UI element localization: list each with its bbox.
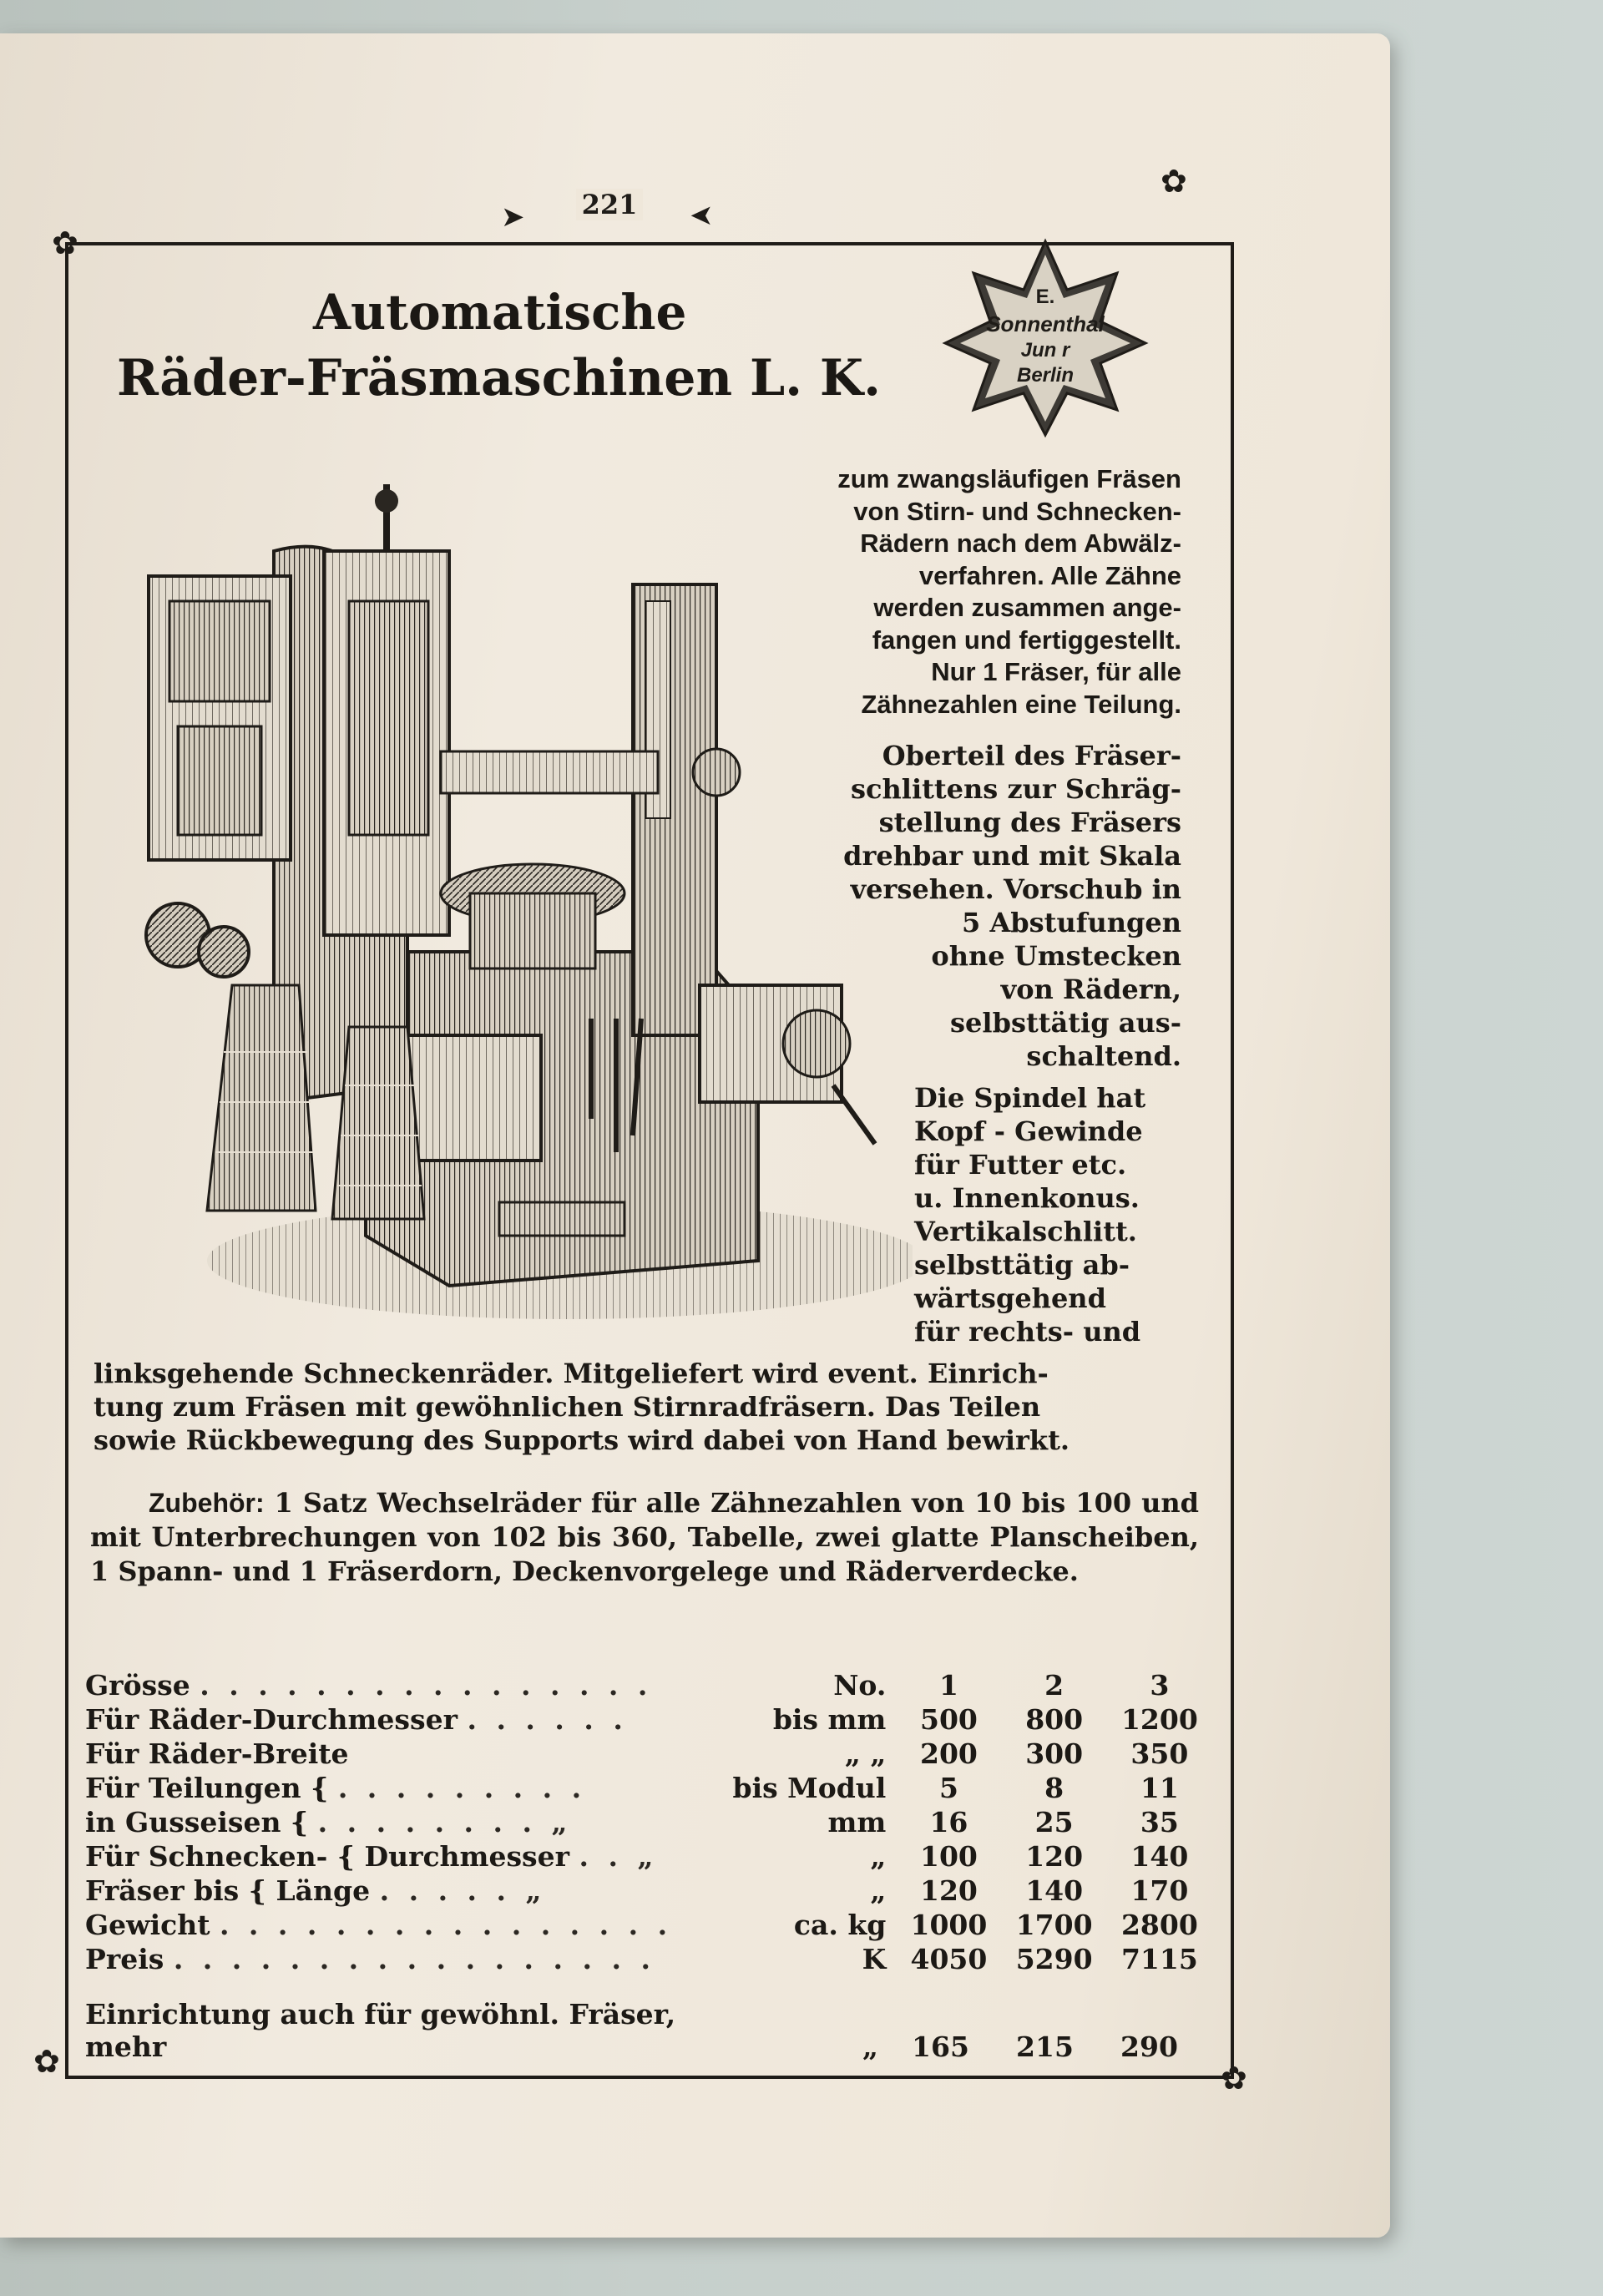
spec-value: 3 [1150, 1669, 1170, 1702]
spec-label-cell [85, 1874, 726, 1908]
spec-unit: „ [870, 1840, 887, 1873]
catalog-page [0, 33, 1390, 2238]
text-line: schaltend. [1026, 1040, 1181, 1072]
spec-row [85, 1805, 1212, 1839]
description-paragraph-4 [94, 1357, 1196, 1457]
logo-text: E. [1035, 286, 1055, 308]
description-paragraph-2 [776, 739, 1181, 1073]
spec-value: 350 [1130, 1737, 1189, 1770]
spec-value: 7115 [1120, 1943, 1198, 1975]
spec-row [85, 1908, 1212, 1942]
spec-label: Für Räder-Durchmesser [85, 1703, 458, 1736]
spec-value: 5 [938, 1772, 958, 1804]
spec-leader-dots: . . . . . . [467, 1703, 628, 1736]
spec-row [85, 1839, 1212, 1874]
spec-row [85, 1668, 1212, 1702]
spec-label: in Gusseisen { [85, 1806, 309, 1838]
text-line: Oberteil des Fräser- [882, 740, 1181, 771]
text-line: fangen und fertiggestellt. [872, 625, 1181, 655]
text-line: ohne Umstecken [931, 940, 1181, 972]
header-arrow-left-icon: ➤ [690, 199, 714, 232]
logo-text: Sonnenthal [986, 311, 1105, 336]
spec-unit: ca. kg [793, 1909, 887, 1941]
text-line: von Rädern, [1000, 974, 1181, 1005]
spec-leader-dots: . . . . . . . . . . . . . . . . [219, 1909, 673, 1941]
spec-value: 500 [919, 1703, 978, 1736]
description-paragraph-3 [914, 1081, 1190, 1348]
text-line: stellung des Fräsers [878, 807, 1181, 838]
text-line: Vertikalschlitt. [914, 1216, 1137, 1247]
spec-label-cell [85, 1942, 726, 1976]
spec-value: 11 [1140, 1772, 1179, 1804]
corner-ornament-icon: ✿ [52, 225, 78, 261]
spec-label: Für Teilungen { [85, 1772, 329, 1804]
spec-value: 170 [1130, 1874, 1189, 1907]
spec-leader-dots: . . . . . . . . . . . . . . . . [200, 1669, 653, 1702]
text-line: wärtsgehend [914, 1282, 1106, 1314]
spec-row [85, 1702, 1212, 1737]
header-arrow-right-icon: ➤ [501, 200, 525, 234]
spec-label-cell [85, 1702, 726, 1737]
text-line: schlittens zur Schräg- [851, 773, 1181, 805]
spec-value: 140 [1025, 1874, 1084, 1907]
corner-ornament-icon: ✿ [33, 2043, 60, 2080]
spec-value: 200 [919, 1737, 978, 1770]
extra-cost-value: 165 [912, 2030, 969, 2063]
spec-label: Preis [85, 1943, 164, 1975]
spec-label-cell [85, 1668, 726, 1702]
description-paragraph-1 [772, 463, 1181, 721]
spec-row [85, 1874, 1212, 1908]
corner-ornament-icon: ✿ [1221, 2060, 1247, 2096]
text-line: sowie Rückbewegung des Supports wird dabei von Hand bewirkt. [94, 1424, 1070, 1456]
spec-value: 1700 [1015, 1909, 1093, 1941]
accessories-label: Zubehör: [149, 1488, 265, 1518]
spec-value: 16 [929, 1806, 968, 1838]
spec-value: 8 [1044, 1772, 1064, 1804]
spec-row [85, 1737, 1212, 1771]
text-line: selbsttätig aus- [950, 1007, 1181, 1039]
spec-value: 25 [1034, 1806, 1074, 1838]
spec-label: Gewicht [85, 1909, 210, 1941]
corner-ornament-icon: ✿ [1161, 163, 1187, 200]
text-line: drehbar und mit Skala [843, 840, 1181, 872]
spec-label: Für Räder-Breite [85, 1737, 349, 1770]
spec-label-cell [85, 1839, 726, 1874]
spec-unit: bis mm [772, 1703, 887, 1736]
spec-row [85, 1942, 1212, 1976]
spec-label-cell [85, 1737, 726, 1771]
spec-value: 100 [919, 1840, 978, 1873]
spec-value: 1000 [910, 1909, 988, 1941]
spec-label: Für Schnecken- { Durchmesser [85, 1840, 569, 1873]
spec-value: 1200 [1120, 1703, 1198, 1736]
spec-value: 1 [938, 1669, 958, 1702]
spec-unit: mm [827, 1806, 887, 1838]
spec-value: 35 [1140, 1806, 1179, 1838]
spec-label: Fräser bis { Länge [85, 1874, 371, 1907]
logo-text: Jun r [1020, 339, 1070, 362]
text-line: für rechts- und [914, 1316, 1141, 1348]
spec-unit: bis Modul [732, 1772, 887, 1804]
spec-label-cell [85, 1805, 726, 1839]
text-line: von Stirn- und Schnecken- [853, 496, 1181, 526]
spec-value: 2800 [1120, 1909, 1198, 1941]
spec-value: 120 [1025, 1840, 1084, 1873]
spec-value: 140 [1130, 1840, 1189, 1873]
logo-text: Berlin [1016, 364, 1075, 387]
text-line: linksgehende Schneckenräder. Mitgeliefert wird event. Einrich- [94, 1358, 1049, 1389]
text-line: werden zusammen ange- [873, 593, 1181, 622]
extra-cost-row [85, 1998, 1212, 2063]
text-line: Zähnezahlen eine Teilung. [861, 689, 1181, 719]
text-line: für Futter etc. [914, 1149, 1127, 1181]
extra-cost-label: Einrichtung auch für gewöhnl. Fräser, mehr [85, 1998, 676, 2063]
sonnenthal-star-logo [942, 238, 1149, 438]
text-line: selbsttätig ab- [914, 1249, 1130, 1281]
text-line: Nur 1 Fräser, für alle [931, 657, 1181, 686]
text-line: u. Innenkonus. [914, 1182, 1140, 1214]
spec-unit: „ [870, 1874, 887, 1907]
spec-unit: No. [833, 1669, 887, 1702]
spec-unit: „ „ [844, 1737, 887, 1770]
spec-unit: K [862, 1943, 887, 1975]
spec-value: 5290 [1015, 1943, 1093, 1975]
spec-leader-dots: . . . . . . . . „ [317, 1806, 573, 1838]
title-line-1: Automatische [313, 284, 687, 341]
spec-leader-dots: . . „ [579, 1840, 659, 1873]
spec-value: 4050 [910, 1943, 988, 1975]
text-line: verfahren. Alle Zähne [918, 560, 1181, 590]
text-line: tung zum Fräsen mit gewöhnlichen Stirnradfräsern. Das Teilen [94, 1391, 1041, 1423]
accessories-text: 1 Satz Wechselräder für alle Zähnezahlen von 10 bis 100 und mit Unterbrechungen von 102 bis 360, Tabelle, zwei glatte Planscheiben, 1 Spann- und 1 Fräserdorn, Deckenvorgelege und Räderverdecke. [90, 1487, 1200, 1587]
spec-leader-dots: . . . . . . . . . . . . . . . . . [173, 1943, 655, 1975]
text-line: 5 Abstufungen [962, 907, 1181, 938]
text-line: Die Spindel hat [914, 1082, 1146, 1114]
spec-row [85, 1771, 1212, 1805]
extra-cost-unit: „ [862, 2030, 878, 2063]
spec-value: 800 [1025, 1703, 1084, 1736]
spec-leader-dots: . . . . . . . . . [337, 1772, 587, 1804]
spec-leader-dots: . . . . . „ [379, 1874, 547, 1907]
spec-value: 120 [919, 1874, 978, 1907]
title-line-2: Räder-Fräsmaschinen L. K. [117, 349, 881, 407]
spec-label: Grösse [85, 1669, 190, 1702]
text-line: Kopf - Gewinde [914, 1115, 1143, 1147]
spec-label-cell [85, 1771, 726, 1805]
text-line: zum zwangsläufigen Fräsen [837, 464, 1181, 493]
extra-cost-value: 215 [1016, 2030, 1074, 2063]
spec-label-cell [85, 1908, 726, 1942]
accessories-paragraph [90, 1486, 1199, 1589]
extra-cost-value: 290 [1120, 2030, 1178, 2063]
page-number: 221 [576, 189, 643, 220]
text-line: Rädern nach dem Abwälz- [860, 528, 1181, 558]
spec-value: 300 [1025, 1737, 1084, 1770]
spec-value: 2 [1044, 1669, 1064, 1702]
text-line: versehen. Vorschub in [850, 873, 1181, 905]
specification-table [85, 1668, 1212, 1976]
